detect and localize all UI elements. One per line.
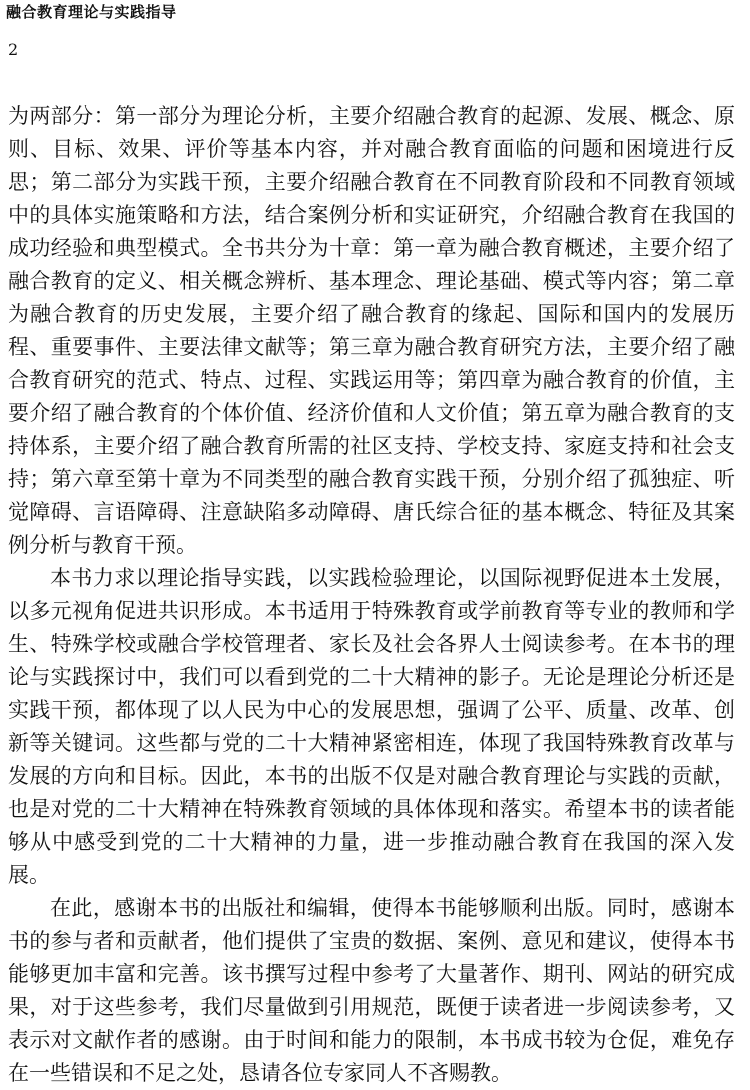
- paragraph: 在此，感谢本书的出版社和编辑，使得本书能够顺利出版。同时，感谢本书的参与者和贡献者，他们提供了宝贵的数据、案例、意见和建议，使得本书能够更加丰富和完善。该书撰写过程中参考了大量著作、期刊、网站的研究成果，对于这些参考，我们尽量做到引用规范，既便于读者进一步阅读参考，又表示对文献作者的感谢。由于时间和能力的限制，本书成书较为仓促，难免存在一些错误和不足之处，恳请各位专家同人不吝赐教。: [8, 896, 735, 1085]
- paragraph: 本书力求以理论指导实践，以实践检验理论，以国际视野促进本土发展，以多元视角促进共识形成。本书适用于特殊教育或学前教育等专业的教师和学生、特殊学校或融合学校管理者、家长及社会各界人士阅读参考。在本书的理论与实践探讨中，我们可以看到党的二十大精神的影子。无论是理论分析还是实践干预，都体现了以人民为中心的发展思想，强调了公平、质量、改革、创新等关键词。这些都与党的二十大精神紧密相连，体现了我国特殊教育改革与发展的方向和目标。因此，本书的出版不仅是对融合教育理论与实践的贡献，也是对党的二十大精神在特殊教育领域的具体体现和落实。希望本书的读者能够从中感受到党的二十大精神的力量，进一步推动融合教育在我国的深入发展。: [8, 566, 735, 887]
- paragraph-continued: 为两部分：第一部分为理论分析，主要介绍融合教育的起源、发展、概念、原则、目标、效果、评价等基本内容，并对融合教育面临的问题和困境进行反思；第二部分为实践干预，主要介绍融合教育在不同教育阶段和不同教育领域中的具体实施策略和方法，结合案例分析和实证研究，介绍融合教育在我国的成功经验和典型模式。全书共分为十章：第一章为融合教育概述，主要介绍了融合教育的定义、相关概念辨析、基本理念、理论基础、模式等内容；第二章为融合教育的历史发展，主要介绍了融合教育的缘起、国际和国内的发展历程、重要事件、主要法律文献等；第三章为融合教育研究方法，主要介绍了融合教育研究的范式、特点、过程、实践运用等；第四章为融合教育的价值，主要介绍了融合教育的个体价值、经济价值和人文价值；第五章为融合教育的支持体系，主要介绍了融合教育所需的社区支持、学校支持、家庭支持和社会支持；第六章至第十章为不同类型的融合教育实践干预，分别介绍了孤独症、听觉障碍、言语障碍、注意缺陷多动障碍、唐氏综合征的基本概念、特征及其案例分析与教育干预。: [8, 104, 735, 557]
- body-text: [8, 100, 735, 1090]
- running-header: 融合教育理论与实践指导: [6, 3, 177, 21]
- page-number: 2: [8, 40, 19, 59]
